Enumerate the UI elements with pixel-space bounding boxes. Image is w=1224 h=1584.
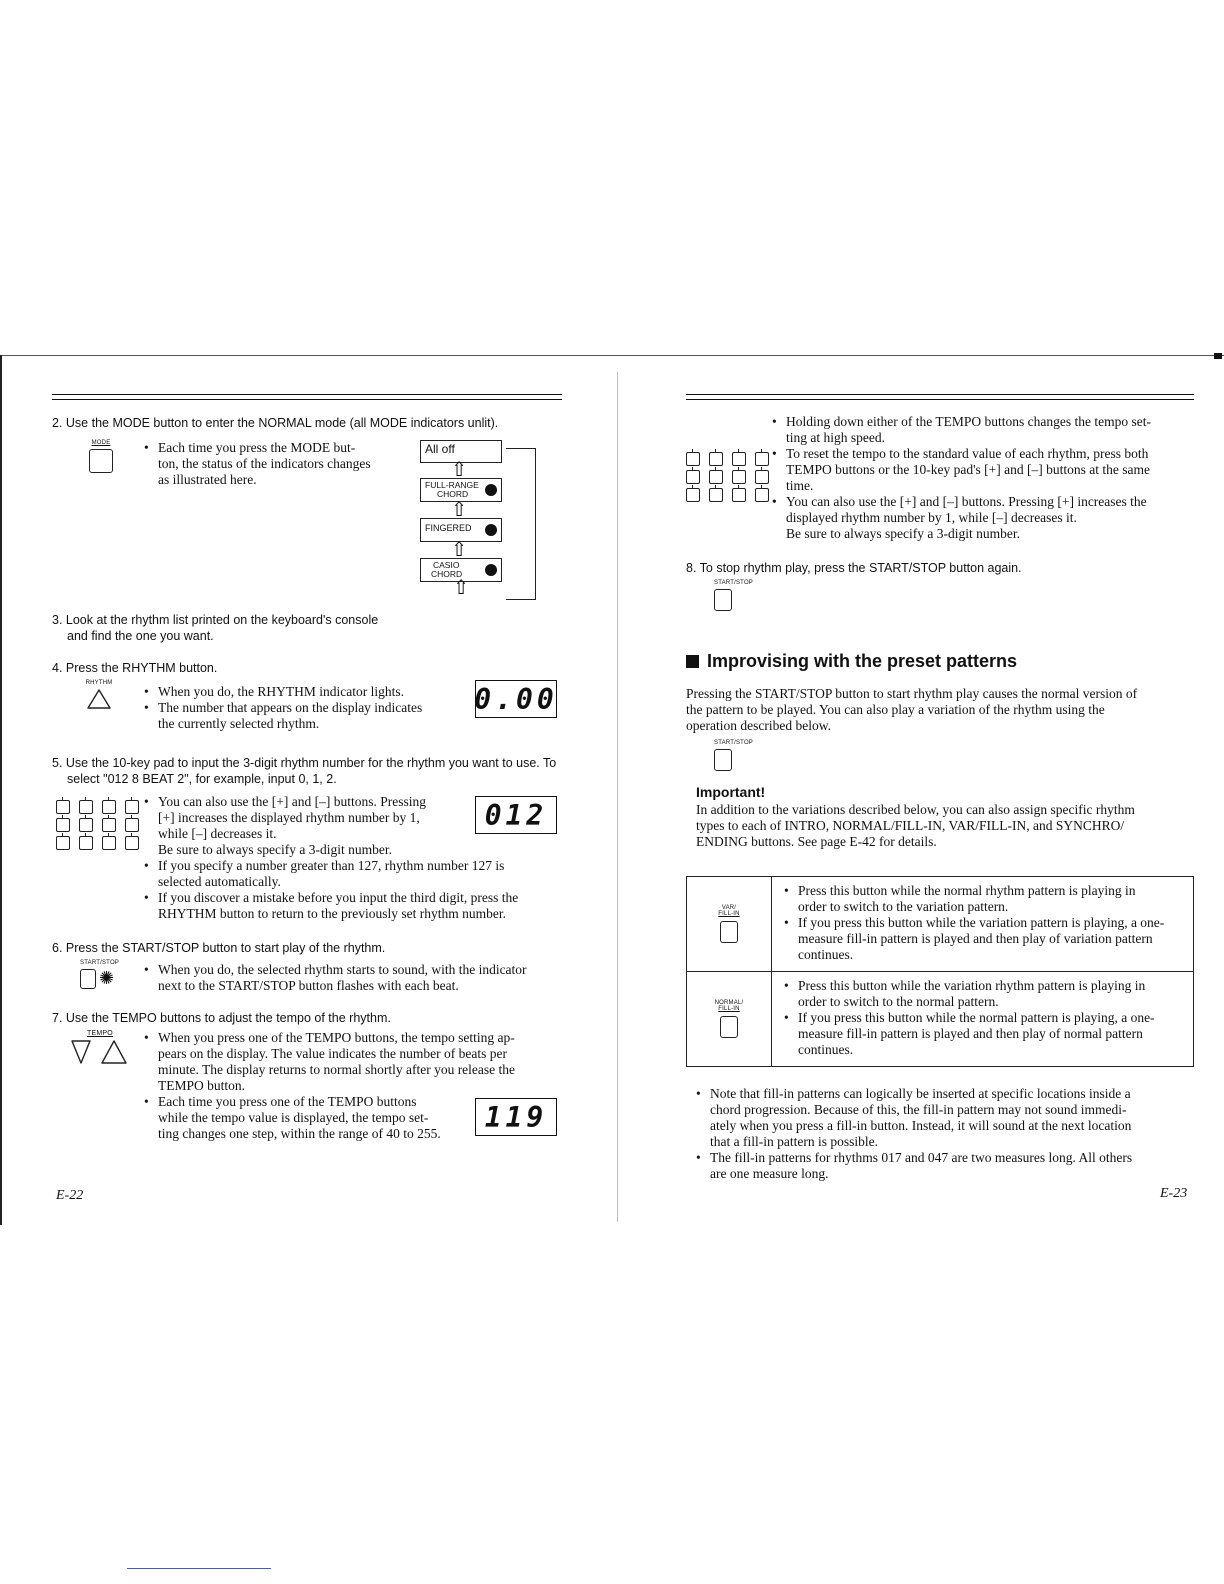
section-heading: Improvising with the preset patterns [686,651,1017,672]
up-arrow-icon: ⇧ [450,539,468,561]
start-stop-button-icon [714,749,732,771]
rhythm-button-label: RHYTHM [85,680,113,686]
step-3-heading: 3. Look at the rhythm list printed on the keyboard's console and find the one you want. [52,613,379,643]
important-title: Important! [696,784,766,800]
center-gutter [617,372,618,1222]
mode-button-label: MODE [91,440,111,446]
indicator-dot-icon [485,484,497,496]
all-off-box: All off [420,440,502,463]
indicator-dot-icon [485,564,497,576]
page-number-right: E-23 [1160,1186,1188,1201]
rhythm-triangle-icon [86,688,112,710]
start-stop-button-group [714,740,754,771]
step-6-bullets: • When you do, the selected rhythm starts to sound, with the indicator next to the START/STOP button flashes with each beat. [144,962,564,994]
var-fill-in-button-icon [720,921,738,943]
normal-fill-in-description: • Press this button while the variation rhythm pattern is playing in order to switch to the normal pattern. • If you press this button while the normal pattern is playing, a one- measure fill-in pattern is played and then play of normal pattern continues. [772,972,1193,1066]
section-intro: Pressing the START/STOP button to start rhythm play causes the normal version of the pattern to be played. You can also play a variation of the rhythm using the operation described below. [686,686,1138,733]
normal-fill-in-button-cell: NORMAL/ FILL-IN [687,972,772,1066]
tempo-buttons-group [68,1030,132,1067]
start-stop-button-icon [80,969,96,989]
top-scan-line [0,355,1224,356]
start-stop-button-group [714,580,754,611]
rhythm-button-group [84,680,114,710]
up-arrow-icon: ⇧ [450,499,468,521]
ten-key-pad-icon [56,800,143,850]
step-8-heading: 8. To stop rhythm play, press the START/STOP button again. [686,561,1022,575]
right-header-rule [686,394,1194,400]
table-row [687,972,1193,1066]
fingered-box: FINGERED [420,518,502,542]
square-bullet-icon [686,655,699,668]
start-stop-button-group [80,960,124,989]
start-stop-label: START/STOP [714,740,754,746]
normal-fill-in-button-icon [720,1016,738,1038]
step-2-heading: 2. Use the MODE button to enter the NORMAL mode (all MODE indicators unlit). [52,416,499,430]
start-stop-label: START/STOP [80,960,120,966]
ten-key-pad-icon [686,452,773,502]
tempo-down-up-icon [68,1037,130,1067]
var-fill-in-description: • Press this button while the normal rhythm pattern is playing in order to switch to the variation pattern. • If you press this button while the variation pattern is playing, a one- measure fill-in pattern is played and then play of variation pattern continues. [772,877,1193,971]
bottom-link-line [127,1568,271,1569]
var-fill-in-button-cell: VAR/ FILL-IN [687,877,772,971]
step-4-heading: 4. Press the RHYTHM button. [52,661,218,675]
start-stop-label: START/STOP [714,580,754,586]
rhythm-lcd-display: 0.00 [475,680,557,718]
mode-button-group [86,440,116,473]
step-7-heading: 7. Use the TEMPO buttons to adjust the tempo of the rhythm. [52,1011,391,1025]
up-arrow-icon: ⇧ [452,577,470,599]
tempo-label: TEMPO [87,1030,113,1037]
step-2-bullets: • Each time you press the MODE but- ton, the status of the indicators changes as illustrated here. [144,440,404,488]
rhythm-number-lcd: 012 [475,796,557,834]
fill-in-table [686,876,1194,1067]
start-stop-button-icon [714,589,732,611]
cycle-loop-line [506,448,536,600]
fill-in-notes: • Note that fill-in patterns can logically be inserted at specific locations inside a chord progression. Because of this, the fill-in pattern may not sound immedi- ately when you press a fill-in button. Instead, it will sound at the next location that a fill-in pattern is possible. • The fill-in patterns for rhythms 017 and 047 are two measures long. All others are one measure long. [696,1086,1186,1182]
step-6-heading: 6. Press the START/STOP button to start play of the rhythm. [52,941,386,955]
tempo-lcd-display: 119 [475,1098,557,1136]
casio-chord-box: CASIO CHORD [420,558,502,582]
step-5-bullets: • You can also use the [+] and [–] buttons. Pressing [+] increases the displayed rhythm number by 1, while [–] decreases it. Be sure to always specify a 3-digit number. • If you specify a number greater than 127, rhythm number 127 is selected automatically. • If you discover a mistake before you input the third digit, press the RHYTHM button to return to the previously set rhythm number. [144,794,564,922]
important-text: In addition to the variations described below, you can also assign specific rhythm types to each of INTRO, NORMAL/FILL-IN, VAR/FILL-IN, and SYNCHRO/ ENDING buttons. See page E-42 for details. [696,802,1135,849]
mode-button-icon [89,449,113,473]
flashing-indicator-icon: ✺ [99,968,115,988]
left-edge [0,355,2,1225]
table-row [687,877,1193,972]
tempo-notes-bullets: • Holding down either of the TEMPO buttons changes the tempo set- ting at high speed. • To reset the tempo to the standard value of each rhythm, press both TEMPO buttons or the 10-key pad's [+] and [–] buttons at the same time. • You can also use the [+] and [–] buttons. Pressing [+] increases the displayed rhythm number by 1, while [–] decreases it. Be sure to always specify a 3-digit number. [772,414,1192,542]
step-5-heading: 5. Use the 10-key pad to input the 3-digit rhythm number for the rhythm you want to use. To select "012 8 BEAT 2", for example, input 0, 1, 2. [52,756,557,786]
left-header-rule [52,394,562,400]
mode-cycle-diagram [420,440,538,602]
page-number-left: E-22 [56,1188,84,1203]
up-arrow-icon: ⇧ [450,459,468,481]
step-7-bullets: • When you press one of the TEMPO buttons, the tempo setting ap- pears on the display. The value indicates the number of beats per minute. The display returns to normal shortly after you release the TEMPO button. • Each time you press one of the TEMPO buttons while the tempo value is displayed, the tempo set- ting changes one step, within the range of 40 to 255. [144,1030,564,1142]
indicator-dot-icon [485,524,497,536]
full-range-chord-box: FULL-RANGE CHORD [420,478,502,502]
step-4-bullets: • When you do, the RHYTHM indicator lights. • The number that appears on the display indicates the currently selected rhythm. [144,684,464,732]
right-edge-mark [1214,353,1222,359]
